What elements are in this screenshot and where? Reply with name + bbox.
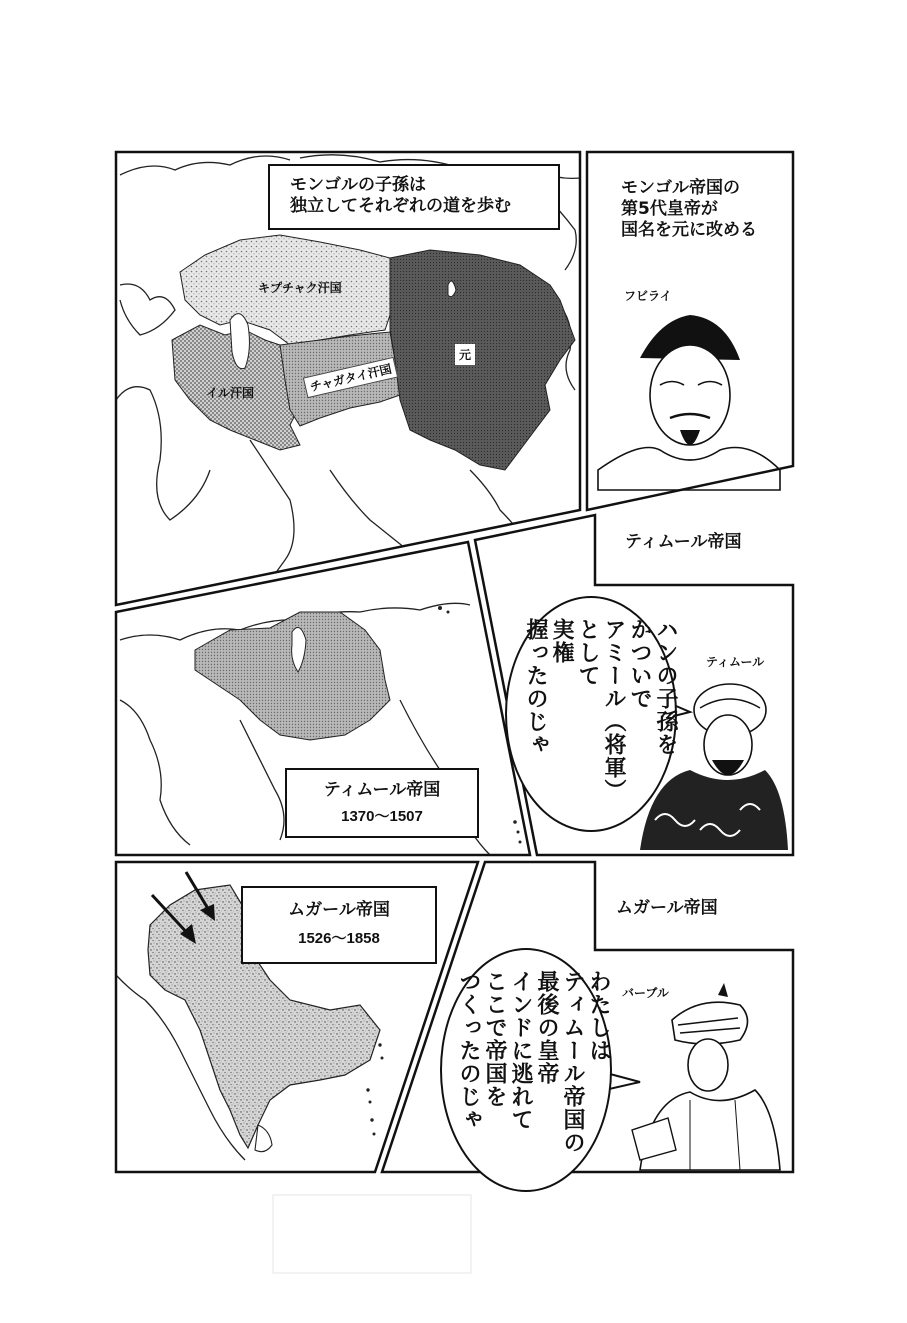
babur-speech-line4: インドに逃れて <box>508 970 533 1131</box>
babur-speech-line6: つくったのじゃ <box>456 970 481 1131</box>
ilkhan-label: イル汗国 <box>206 386 255 400</box>
kipchak-label: キプチャク汗国 <box>258 281 342 295</box>
panel3-caption: ティムール帝国 <box>625 532 742 552</box>
mughal-years: 1526〜1858 <box>298 930 380 947</box>
babur-portrait <box>632 983 780 1170</box>
panel2-caption-line1: モンゴル帝国の <box>621 178 740 198</box>
timurid-title-box <box>285 768 479 838</box>
babur-speech-line5: ここで帝国を <box>482 970 507 1108</box>
babur-speech-line1: わたしは <box>586 970 611 1062</box>
panel5-caption: ムガール帝国 <box>616 898 718 918</box>
yuan-label: 元 <box>455 344 475 365</box>
panel2-caption-line2: 第5代皇帝が <box>621 199 718 219</box>
babur-name: バーブル <box>622 986 669 1000</box>
babur-speech-line3: 最後の皇帝 <box>534 970 559 1085</box>
panel1-caption-line1: モンゴルの子孫は <box>290 175 426 195</box>
babur-speech-text <box>455 970 611 1170</box>
timur-speech-line5: 実権 <box>549 618 574 664</box>
babur-speech-line2: ティムール帝国の <box>560 970 585 1154</box>
timur-speech-line4: として <box>575 618 600 687</box>
mughal-title-box <box>241 886 437 964</box>
panel1-caption-box <box>268 164 560 230</box>
timurid-years: 1370〜1507 <box>341 808 423 825</box>
panel1-caption-line2: 独立してそれぞれの道を歩む <box>290 196 511 216</box>
timur-name: ティムール <box>706 655 765 669</box>
timurid-title: ティムール帝国 <box>323 780 441 800</box>
mughal-title: ムガール帝国 <box>288 900 390 920</box>
timur-speech-line6: 握ったのじゃ <box>523 618 548 756</box>
timur-speech-line1: ハンの子孫を <box>653 618 678 756</box>
kublai-portrait <box>598 315 780 490</box>
chagatai-label: チャガタイ汗国 <box>303 357 399 398</box>
timur-speech-text <box>522 618 678 814</box>
timur-speech-line3: アミール（将軍） <box>601 618 626 802</box>
panel2-caption <box>621 178 757 241</box>
kublai-name: フビライ <box>624 289 672 303</box>
panel2-caption-line3: 国名を元に改める <box>621 220 757 240</box>
timur-speech-line2: かついで <box>627 618 652 710</box>
